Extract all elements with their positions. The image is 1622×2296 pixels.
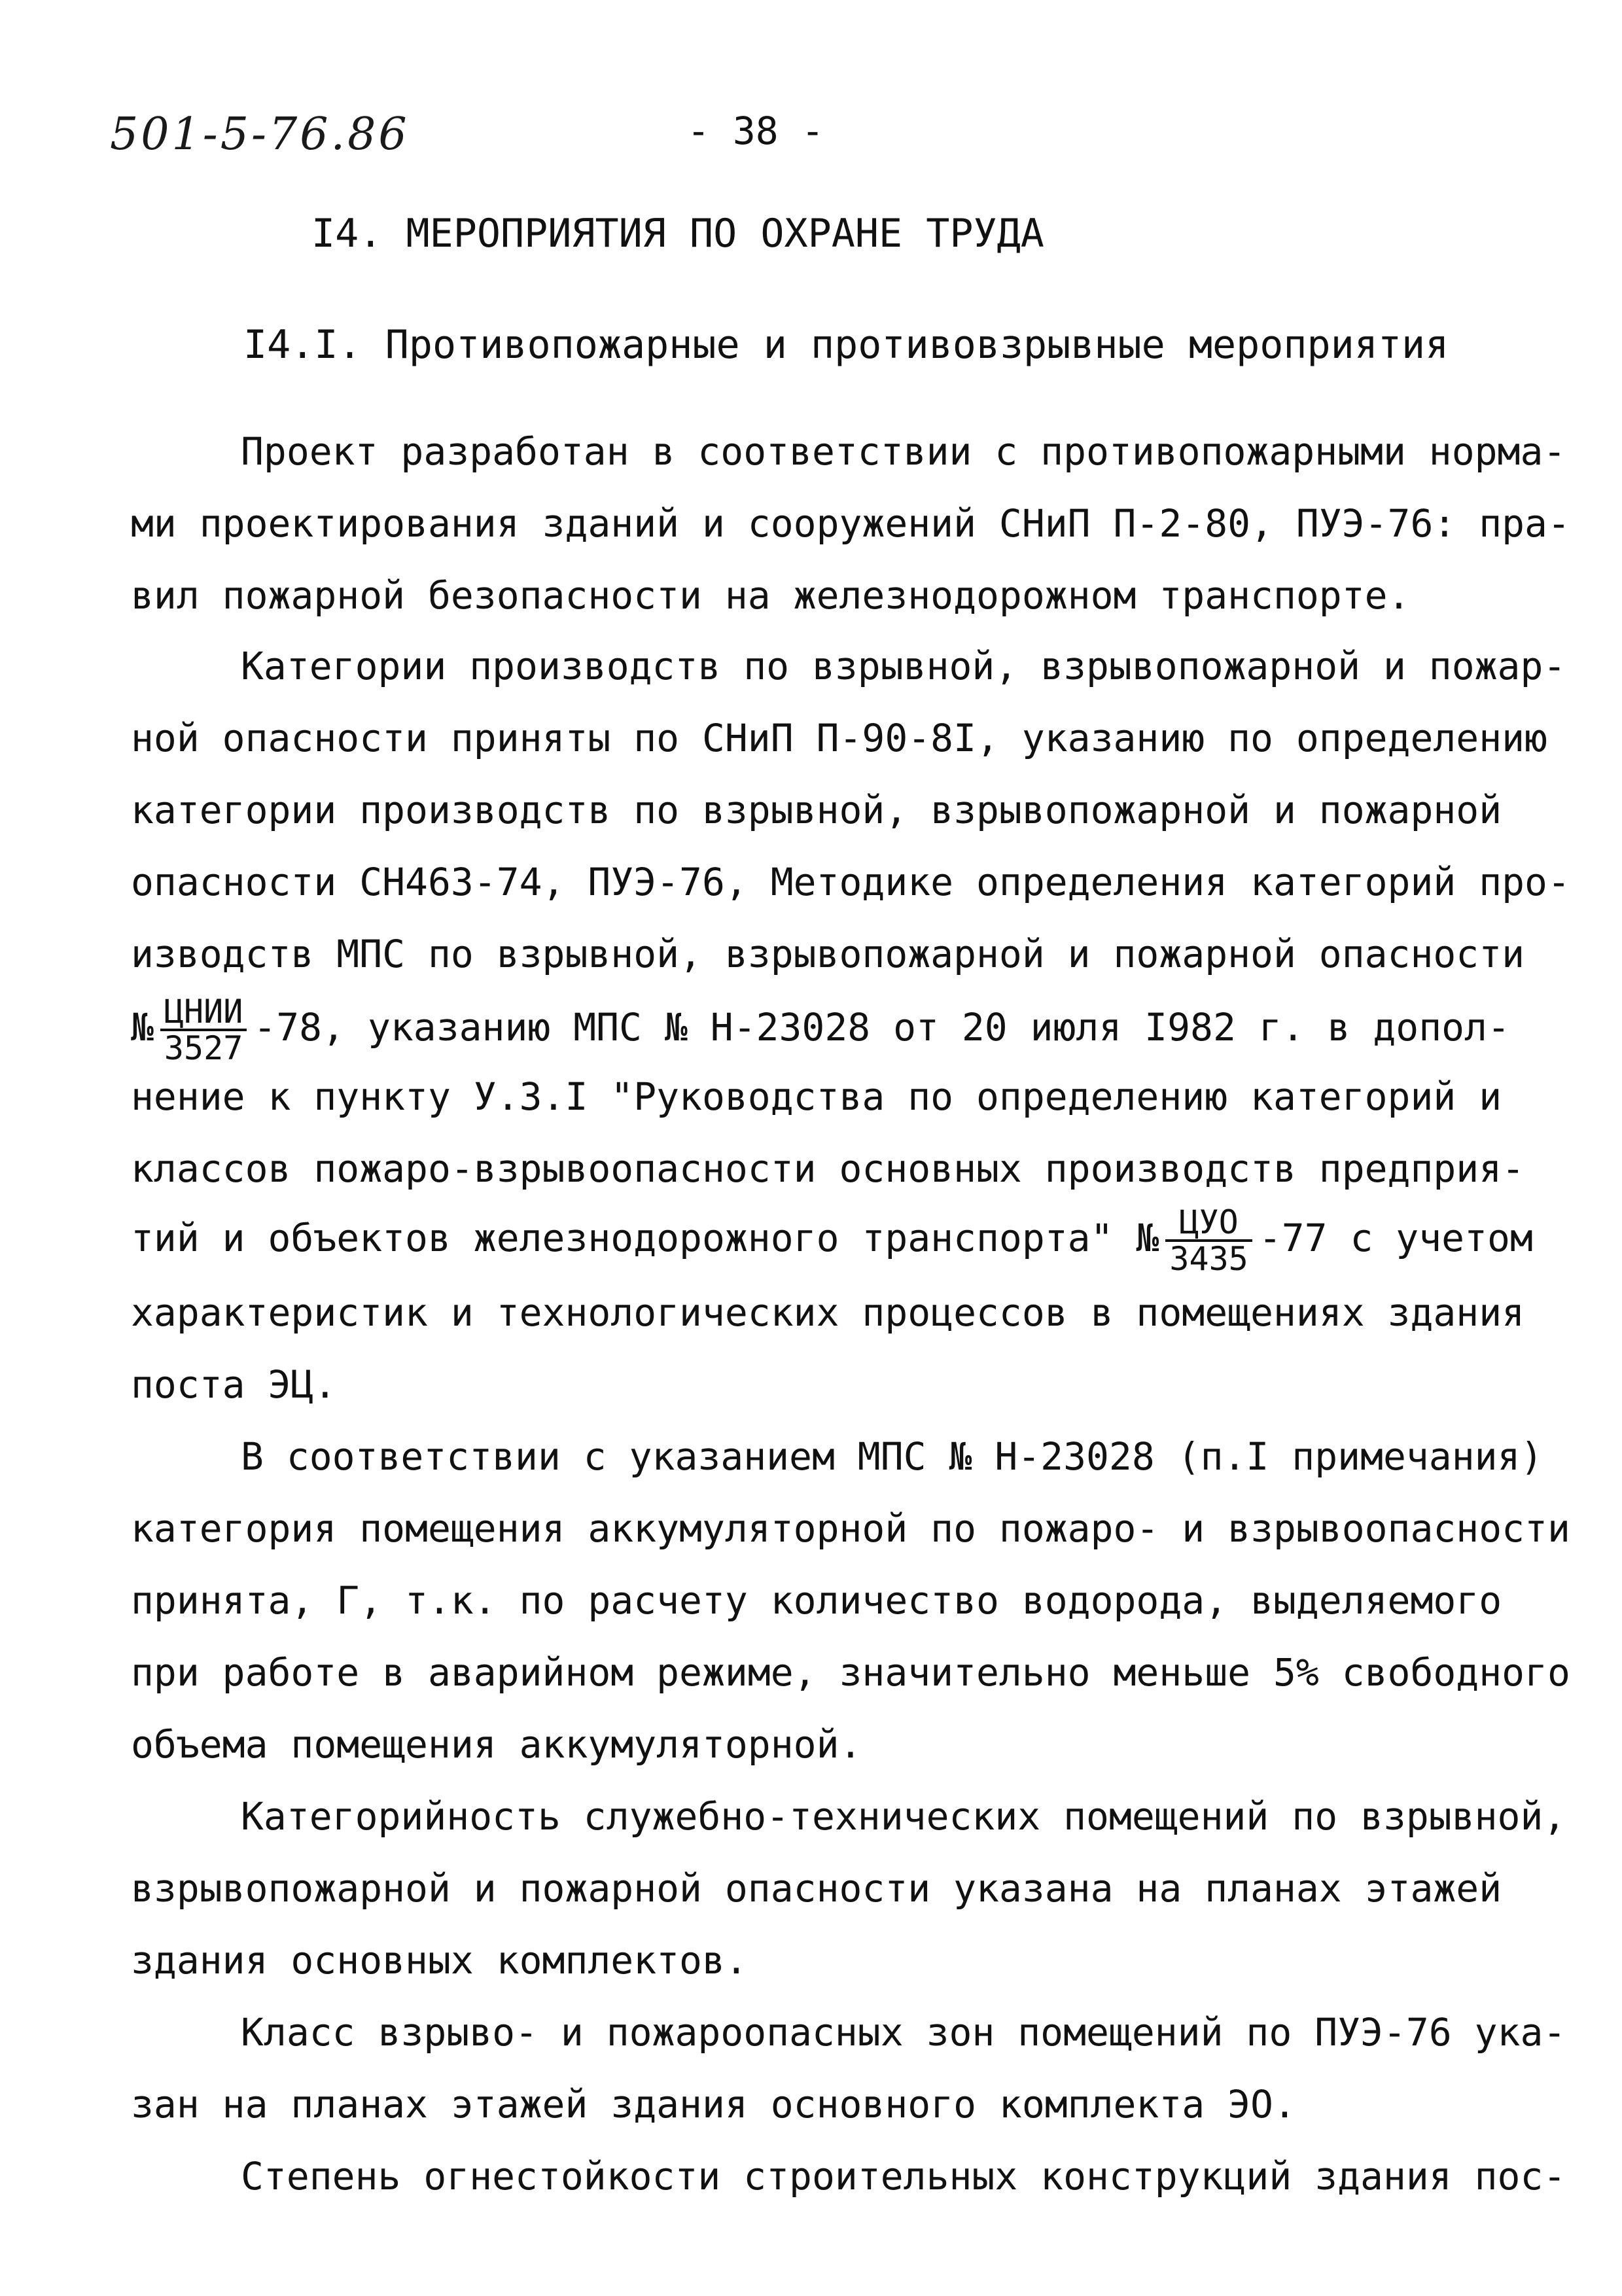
line-text: -78, указанию МПС № Н-23028 от 20 июля I982 г. в допол- [253, 1005, 1510, 1050]
paragraph-line: зан на планах этажей здания основного комплекта ЭО. [131, 2082, 1296, 2127]
number-sign: № [131, 1005, 154, 1050]
paragraph-line: объема помещения аккумуляторной. [131, 1722, 862, 1767]
reference-fraction [160, 995, 247, 1065]
paragraph-line: опасности СН463-74, ПУЭ-76, Методике определения категорий про- [131, 860, 1570, 904]
paragraph-line-with-fraction [131, 993, 1510, 1067]
fraction-denominator: 3435 [1169, 1240, 1248, 1278]
paragraph-line: принята, Г, т.к. по расчету количество водорода, выделяемого [131, 1578, 1502, 1623]
paragraph-line: Класс взрыво- и пожароопасных зон помещений по ПУЭ-76 ука- [241, 2010, 1566, 2055]
paragraph-line: изводств МПС по взрывной, взрывопожарной и пожарной опасности [131, 932, 1525, 976]
fraction-numerator: ЦНИИ [160, 995, 247, 1031]
fraction-numerator: ЦУО [1165, 1205, 1252, 1242]
paragraph-line: вил пожарной безопасности на железнодорожном транспорте. [131, 573, 1411, 618]
paragraph-line: ми проектирования зданий и сооружений СНиП П-2-80, ПУЭ-76: пра- [131, 501, 1570, 546]
section-heading: I4. МЕРОПРИЯТИЯ ПО ОХРАНЕ ТРУДА [311, 211, 1044, 256]
paragraph-line: В соответствии с указанием МПС № Н-23028 (п.I примечания) [241, 1434, 1543, 1479]
paragraph-line: нение к пункту У.3.I "Руководства по определению категорий и [131, 1074, 1502, 1119]
fraction-denominator: 3527 [164, 1029, 243, 1067]
paragraph-line: взрывопожарной и пожарной опасности указана на планах этажей [131, 1866, 1502, 1911]
paragraph-line: Категорийность служебно-технических помещений по взрывной, [241, 1794, 1566, 1839]
paragraph-line: Степень огнестойкости строительных конструкций здания пос- [241, 2154, 1566, 2199]
paragraph-line: Категории производств по взрывной, взрывопожарной и пожар- [241, 644, 1566, 688]
subsection-heading: I4.I. Противопожарные и противовзрывные мероприятия [243, 322, 1449, 368]
document-code: 501-5-76.86 [110, 109, 410, 160]
paragraph-line-with-fraction [131, 1203, 1533, 1278]
line-text: тий и объектов железнодорожного транспорта" № [131, 1216, 1159, 1261]
paragraph-line: здания основных комплектов. [131, 1938, 748, 1983]
reference-fraction [1165, 1205, 1252, 1276]
paragraph-line: категории производств по взрывной, взрывопожарной и пожарной [131, 788, 1502, 832]
paragraph-line: категория помещения аккумуляторной по пожаро- и взрывоопасности [131, 1506, 1570, 1551]
paragraph-line: при работе в аварийном режиме, значительно меньше 5% свободного [131, 1650, 1570, 1695]
line-text: -77 с учетом [1258, 1216, 1533, 1261]
paragraph-line: поста ЭЦ. [131, 1362, 337, 1407]
paragraph-line: характеристик и технологических процессов в помещениях здания [131, 1290, 1525, 1335]
paragraph-line: классов пожаро-взрывоопасности основных производств предприя- [131, 1146, 1525, 1191]
paragraph-line: Проект разработан в соответствии с противопожарными норма- [241, 429, 1566, 474]
page-number: - 38 - [687, 109, 824, 153]
paragraph-line: ной опасности приняты по СНиП П-90-8I, указанию по определению [131, 716, 1547, 760]
